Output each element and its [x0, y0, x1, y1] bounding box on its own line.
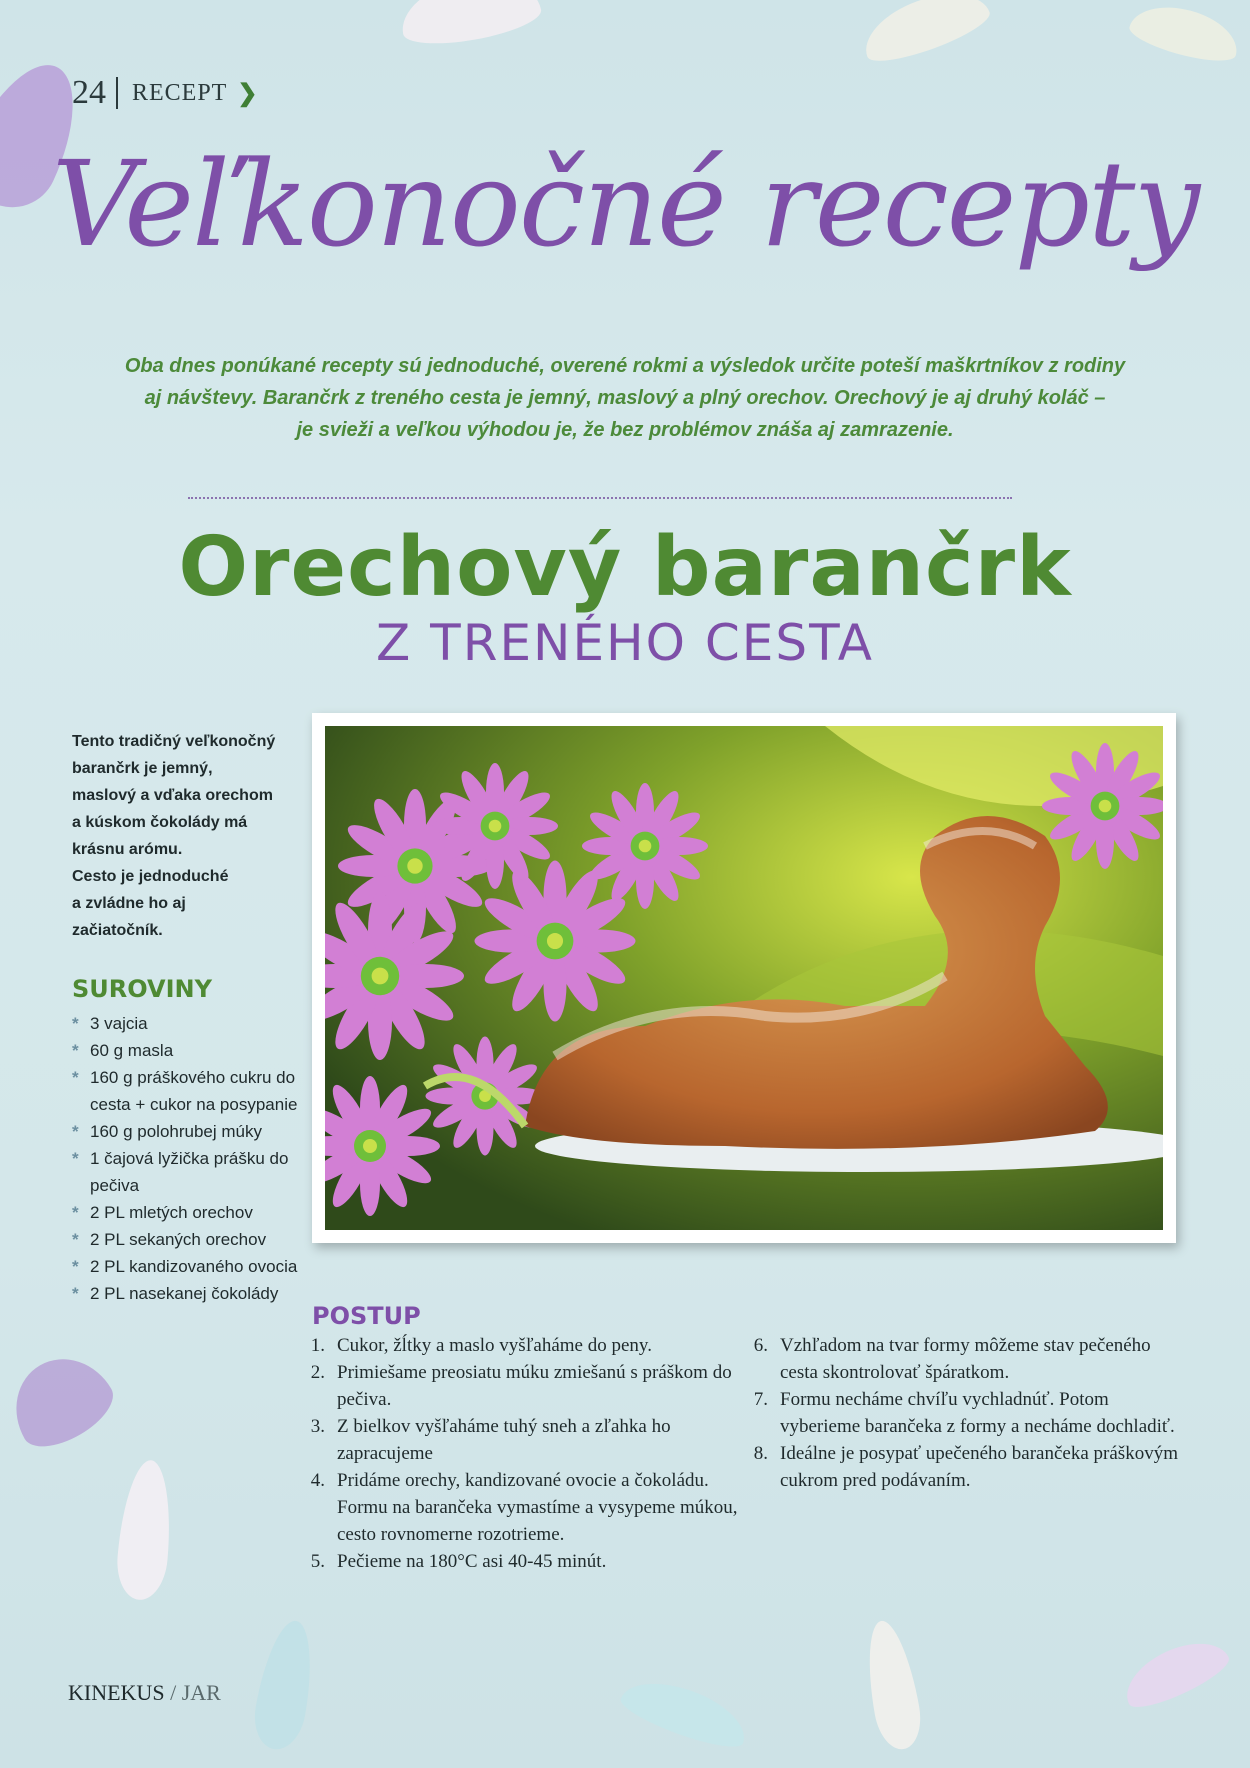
description-line: Cesto je jednoduché: [72, 868, 229, 885]
description-line: maslový a vďaka orechom: [72, 787, 273, 804]
step-text: Primiešame preosiatu múku zmiešanú s práškom do pečiva.: [337, 1362, 732, 1410]
step-text: Formu necháme chvíľu vychladnúť. Potom vyberieme barančeka z formy a necháme dochladiť.: [780, 1389, 1175, 1437]
intro-line: je svieži a veľkou výhodou je, že bez problémov znáša aj zamrazenie.: [296, 419, 954, 441]
recipe-photo: [325, 726, 1163, 1230]
step-text: Pečieme na 180°C asi 40-45 minút.: [337, 1551, 607, 1572]
method-step: [303, 1332, 743, 1359]
page-header: [72, 74, 257, 112]
ingredients-list: [72, 1010, 312, 1307]
ingredient-item: * 160 g práškového cukru do cesta + cukor na posypanie: [72, 1064, 312, 1118]
petal-decoration: [0, 1340, 123, 1459]
description-line: krásnu arómu.: [72, 841, 183, 858]
step-text: Ideálne je posypať upečeného barančeka práškovým cukrom pred podávaním.: [780, 1443, 1178, 1491]
description-line: a kúskom čokolády má: [72, 814, 248, 831]
step-text: Pridáme orechy, kandizované ovocie a čokoládu. Formu na barančeka vymastíme a vysypeme múkou, cesto rovnomerne rozotrieme.: [337, 1470, 738, 1545]
step-number: 7.: [753, 1389, 768, 1410]
description-line: barančrk je jemný,: [72, 760, 213, 777]
petal-decoration: [114, 1458, 176, 1602]
step-number: 5.: [310, 1551, 325, 1572]
intro-line: Oba dnes ponúkané recepty sú jednoduché, overené rokmi a výsledok určite poteší maškrtníkov z rodiny: [124, 355, 1126, 377]
petal-decoration: [1126, 0, 1244, 68]
step-text: Z bielkov vyšľaháme tuhý sneh a zľahka ho zapracujeme: [337, 1416, 671, 1464]
ingredient-item: * 60 g masla: [72, 1037, 312, 1064]
footer-season: JAR: [181, 1680, 221, 1705]
step-text: Cukor, žĺtky a maslo vyšľaháme do peny.: [337, 1335, 652, 1356]
method-step: [746, 1332, 1186, 1386]
recipe-subtitle: Z TRENÉHO CESTA: [376, 614, 874, 672]
method-step: [746, 1386, 1186, 1440]
ingredient-item: * 1 čajová lyžička prášku do pečiva: [72, 1145, 312, 1199]
ingredients-heading: SUROVINY: [72, 975, 212, 1003]
recipe-photo-frame: [312, 713, 1176, 1243]
step-text: Vzhľadom na tvar formy môžeme stav pečeného cesta skontrolovať špáratkom.: [780, 1335, 1151, 1383]
intro-text: [70, 350, 1180, 446]
step-number: 2.: [310, 1362, 325, 1383]
chevron-right-icon: ❯: [237, 79, 258, 107]
recipe-title: Orechový barančrk: [178, 520, 1072, 615]
recipe-description: [72, 728, 302, 944]
page-number: 24: [72, 74, 106, 111]
method-step: [746, 1440, 1186, 1494]
section-label: RECEPT: [132, 79, 228, 106]
petal-decoration: [396, 0, 544, 52]
footer-slash: /: [164, 1680, 182, 1705]
ingredient-item: * 2 PL nasekanej čokolády: [72, 1280, 312, 1307]
petal-decoration: [616, 1669, 754, 1756]
description-line: a zvládne ho aj: [72, 895, 186, 912]
intro-line: aj návštevy. Barančrk z treného cesta je jemný, maslový a plný orechov. Orechový je aj druhý koláč –: [144, 387, 1106, 409]
page-title: Veľkonočné recepty: [51, 135, 1199, 273]
step-number: 8.: [753, 1443, 768, 1464]
step-number: 1.: [310, 1335, 325, 1356]
ingredient-item: * 160 g polohrubej múky: [72, 1118, 312, 1145]
ingredient-item: * 2 PL sekaných orechov: [72, 1226, 312, 1253]
method-step: [303, 1413, 743, 1467]
method-step: [303, 1467, 743, 1548]
step-number: 4.: [310, 1470, 325, 1491]
step-number: 3.: [310, 1416, 325, 1437]
ingredient-item: * 3 vajcia: [72, 1010, 312, 1037]
header-divider: [116, 77, 118, 109]
lamb-cake-illustration: [325, 726, 1163, 1230]
dotted-divider: [188, 497, 1012, 499]
page-footer: [68, 1680, 221, 1706]
ingredient-item: * 2 PL kandizovaného ovocia: [72, 1253, 312, 1280]
method-step: [303, 1548, 743, 1575]
description-line: Tento tradičný veľkonočný: [72, 733, 276, 750]
method-steps-left: [303, 1332, 743, 1575]
method-heading: POSTUP: [312, 1302, 421, 1330]
ingredient-item: * 2 PL mletých orechov: [72, 1199, 312, 1226]
petal-decoration: [859, 1617, 926, 1753]
description-line: začiatočník.: [72, 922, 163, 939]
petal-decoration: [249, 1617, 321, 1754]
method-step: [303, 1359, 743, 1413]
footer-brand: KINEKUS: [68, 1680, 165, 1705]
method-steps-right: [746, 1332, 1186, 1494]
petal-decoration: [1116, 1629, 1235, 1716]
petal-decoration: [855, 0, 994, 71]
step-number: 6.: [753, 1335, 768, 1356]
